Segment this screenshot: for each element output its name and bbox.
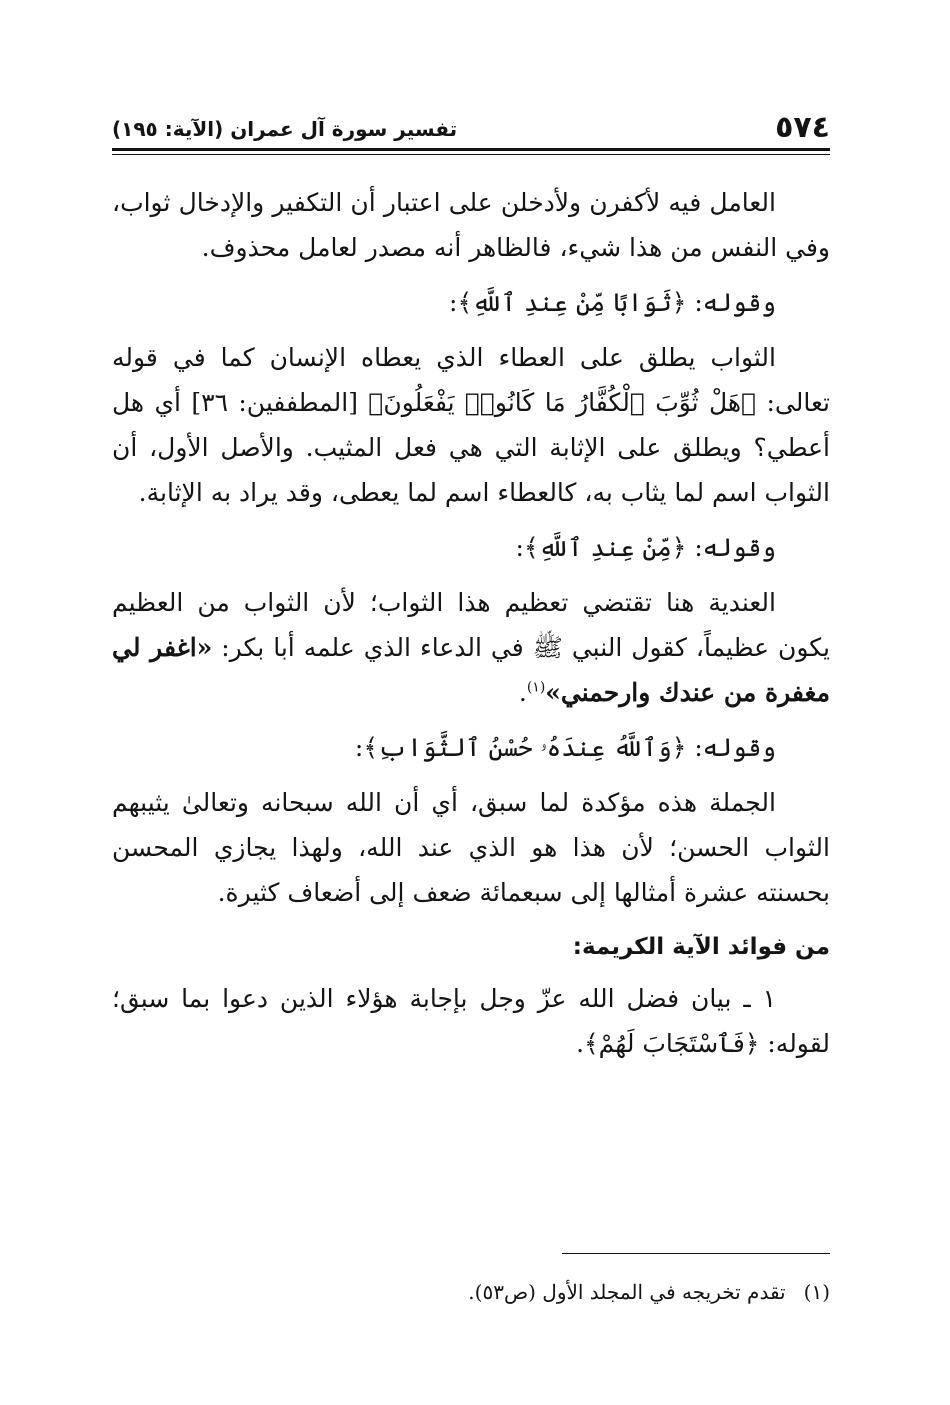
header-rule-thick: [112, 148, 830, 151]
quran-verse: ﴿هَلْ ثُوِّبَ ٱلْكُفَّارُ مَا كَانُوا۟ يَفْعَلُونَ﴾: [368, 388, 757, 417]
paragraph-1: العامل فيه لأكفرن ولأدخلن على اعتبار أن التكفير والإدخال ثواب، وفي النفس من هذا شيء، فالظاهر أنه مصدر لعامل محذوف.: [112, 188, 830, 262]
footnote-mark: (١): [803, 1280, 830, 1304]
quote-colon: :: [354, 733, 364, 762]
quote-intro: وقوله:: [686, 733, 776, 762]
paragraph-5: [112, 976, 830, 1066]
paragraph-4: الجملة هذه مؤكدة لما سبق، أي أن الله سبحانه وتعالىٰ يثيبهم الثواب الحسن؛ لأن هذا هو الذي عند الله، ولهذا يجازي المحسن بحسنته عشرة أمثالها إلى سبعمائة ضعف إلى أضعاف كثيرة.: [112, 788, 830, 907]
quote-colon: :: [449, 288, 458, 317]
quran-verse: ﴿ثَوَابًا مِّنْ عِندِ ٱللَّهِ﴾: [457, 288, 687, 317]
quote-colon: :: [515, 533, 524, 562]
paragraph-3-end: .: [518, 678, 527, 707]
paragraph-2-text-a: الثواب يطلق على العطاء الذي يعطاه الإنسان كما في قوله تعالى:: [112, 343, 830, 417]
main-text: [112, 180, 830, 1076]
quran-verse: ﴿فَٱسْتَجَابَ لَهُمْ﴾: [584, 1029, 760, 1058]
quote-line-1: [112, 280, 830, 325]
header-rule-thin: [112, 154, 830, 155]
paragraph-2: [112, 335, 830, 515]
paragraph-3-text-a: العندية هنا تقتضي تعظيم هذا الثواب؛ لأن الثواب من العظيم يكون عظيماً، كقول النبي ﷺ في الدعاء الذي علمه أبا بكر:: [112, 588, 830, 662]
quran-verse: ﴿مِّنْ عِندِ ٱللَّهِ﴾: [523, 533, 687, 562]
quote-intro: وقوله:: [686, 288, 776, 317]
footnote: [112, 1276, 830, 1308]
section-heading: من فوائد الآية الكريمة:: [572, 934, 830, 960]
footnote-text: تقدم تخريجه في المجلد الأول (ص٥٣).: [468, 1280, 786, 1304]
paragraph-5-text: ١ ـ بيان فضل الله عزّ وجل بإجابة هؤلاء الذين دعوا بما سبق؛ لقوله:: [112, 984, 830, 1058]
quran-verse: ﴿وَٱللَّهُ عِندَهُۥ حُسْنُ ٱلثَّوَابِ﴾: [363, 733, 687, 762]
running-title: تفسير سورة آل عمران (الآية: ١٩٥): [112, 117, 458, 141]
paragraph-5-end: .: [576, 1029, 585, 1058]
quote-line-2: [112, 525, 830, 570]
quote-line-3: [112, 725, 830, 770]
page-number: ٥٧٤: [775, 110, 830, 145]
paragraph-3: [112, 580, 830, 715]
footnote-reference[interactable]: (١): [526, 679, 546, 696]
hadith-quote: «اغفر لي مغفرة من عندك وارحمني»: [112, 633, 830, 707]
quote-intro: وقوله:: [686, 533, 776, 562]
footnote-separator: [562, 1253, 830, 1254]
page-header: [112, 108, 830, 148]
paragraph-2-text-b: [المطففين: ٣٦] أي هل أعطي؟ ويطلق على الإثابة التي هي فعل المثيب. والأصل الأول، أن الثواب اسم لما يثاب به، كالعطاء اسم لما يعطى، وقد يراد به الإثابة.: [112, 388, 830, 507]
